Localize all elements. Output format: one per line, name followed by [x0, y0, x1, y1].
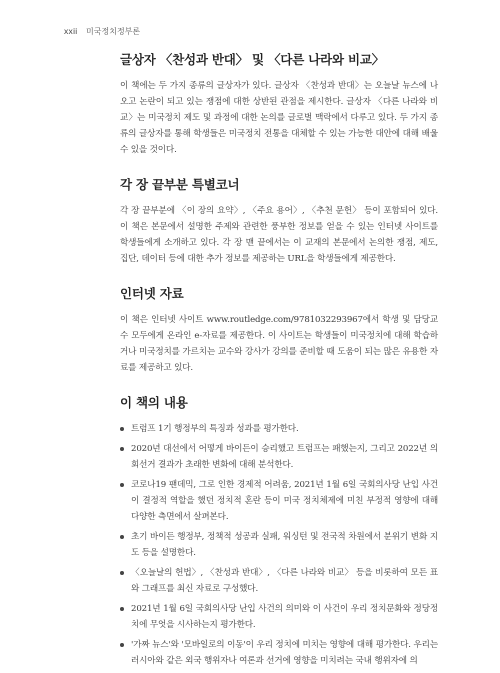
list-item: [120, 421, 438, 437]
list-item: [120, 601, 438, 633]
list-item-text: '가짜 뉴스'와 '모바일로의 이동'이 우리 정치에 미치는 영향에 대해 평가한다. 우리는 러시아와 같은 외국 행위자나 여론과 선거에 영향을 미치려는 국내 행위자에 의: [131, 640, 438, 666]
bullet-icon: [120, 535, 124, 539]
list-item-text: 2021년 1월 6일 국회의사당 난입 사건의 의미와 이 사건이 우리 정치문화와 정당정치에 무엇을 시사하는지 평가한다.: [131, 604, 438, 630]
bullet-icon: [120, 447, 124, 451]
section-body-internet: 이 책은 인터넷 사이트 www.routledge.com/9781032293967에서 학생 및 담당교수 모두에게 온라인 e-자료를 제공한다. 이 사이트는 학생들이 미국정치에 대해 학습하거나 미국정치를 가르치는 교수와 강사가 강의를 준비할 때 도움이 되는 많은 유용한 자료를 제공하고 있다.: [120, 315, 438, 373]
bullet-icon: [120, 607, 124, 611]
contents-list: [120, 421, 438, 669]
bullet-icon: [120, 571, 124, 575]
book-title: 미국정치정부론: [86, 27, 141, 36]
section-body-boxes: 이 책에는 두 가지 종류의 글상자가 있다. 글상자 〈찬성과 반대〉는 오늘날 뉴스에 나오고 논란이 되고 있는 쟁점에 대한 상반된 관점을 제시한다. 글상자 〈다른 나라와 비교〉는 미국정치 제도 및 과정에 대한 논의를 글로벌 맥락에서 다루고 있다. 두 가지 종류의 글상자를 통해 학생들은 미국정치 전통을 대체할 수 있는 가능한 대안에 대해 배울 수 있을 것이다.: [120, 81, 438, 155]
list-item-text: 코로나19 팬데믹, 그로 인한 경제적 어려움, 2021년 1월 6일 국회의사당 난입 사건이 결정적 역할을 했던 정치적 혼란 등이 미국 정치체제에 미친 부정적 영향에 대해 다양한 측면에서 살펴본다.: [131, 480, 438, 522]
list-item: [120, 529, 438, 561]
list-item: [120, 565, 438, 597]
list-item: [120, 637, 438, 669]
section-heading-contents: 이 책의 내용: [120, 395, 188, 410]
bullet-icon: [120, 643, 124, 647]
list-item-text: 2020년 대선에서 어떻게 바이든이 승리했고 트럼프는 패했는지, 그리고 2022년 의회선거 결과가 초래한 변화에 대해 분석한다.: [131, 444, 438, 470]
bullet-icon: [120, 427, 124, 431]
page-content: [120, 52, 438, 673]
running-head: [64, 26, 140, 37]
list-item-text: 초기 바이든 행정부, 정책적 성공과 실패, 워싱턴 및 전국적 차원에서 분위기 변화 지도 등을 설명한다.: [131, 532, 438, 558]
bullet-icon: [120, 483, 124, 487]
list-item: [120, 477, 438, 525]
section-heading-chapter-end: 각 장 끝부분 특별코너: [120, 177, 240, 192]
list-item-text: 〈오늘날의 헌법〉, 〈찬성과 반대〉, 〈다른 나라와 비교〉 등을 비롯하여 모든 표와 그래프를 최신 자료로 구성했다.: [131, 568, 438, 594]
section-body-chapter-end: 각 장 끝부분에 〈이 장의 요약〉, 〈주요 용어〉, 〈추천 문헌〉 등이 포함되어 있다. 이 책은 본문에서 설명한 주제와 관련한 풍부한 정보를 얻을 수 있는 인터넷 사이트를 학생들에게 소개하고 있다. 각 장 맨 끝에서는 이 교재의 본문에서 논의한 쟁점, 제도, 집단, 데이터 등에 대한 추가 정보를 제공하는 URL을 학생들에게 제공한다.: [120, 206, 438, 264]
page-number: xxii: [64, 26, 78, 36]
section-heading-internet: 인터넷 자료: [120, 286, 184, 301]
section-heading-boxes: 글상자 〈찬성과 반대〉 및 〈다른 나라와 비교〉: [120, 52, 385, 67]
list-item-text: 트럼프 1기 행정부의 특징과 성과를 평가한다.: [131, 424, 299, 434]
list-item: [120, 441, 438, 473]
